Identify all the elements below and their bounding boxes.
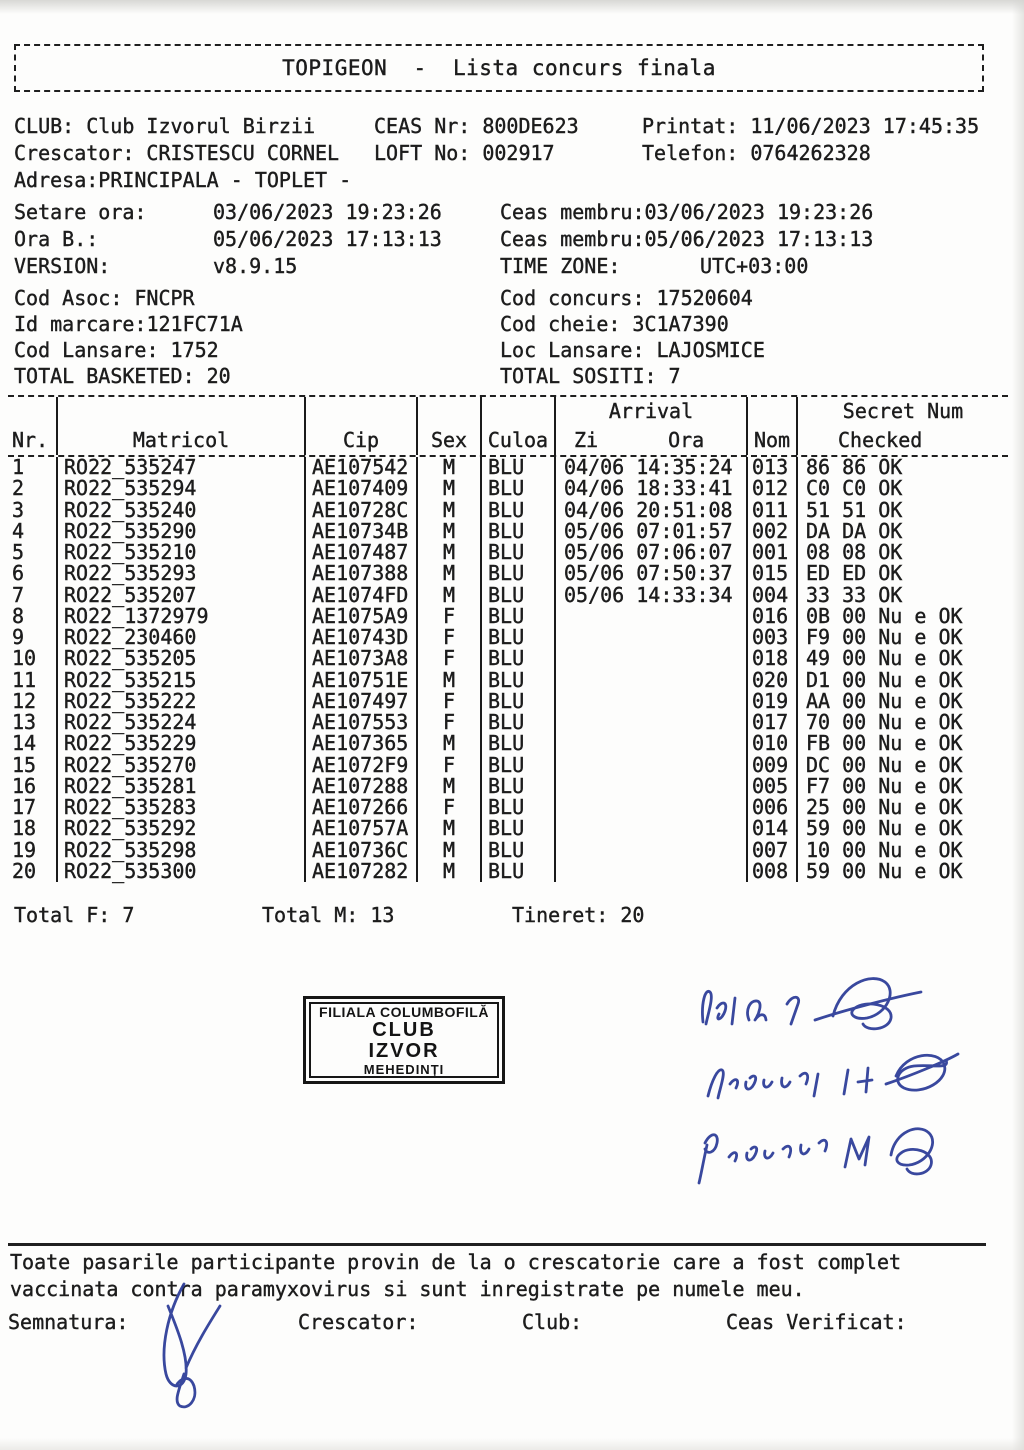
- cell-checked: 0B 00 Nu e OK: [796, 606, 1008, 627]
- setare-ora-value: 03/06/2023 19:23:26: [213, 200, 442, 224]
- cell-cip: AE1074FD: [304, 585, 416, 606]
- cell-checked: AA 00 Nu e OK: [796, 691, 1008, 712]
- cell-nom: 011: [746, 500, 796, 521]
- cell-matricol: RO22_535270: [56, 755, 304, 776]
- table-header-row-2: [8, 426, 1008, 455]
- table-row: [8, 773, 1008, 798]
- total-sositi-value: 7: [668, 364, 681, 388]
- title-box: [14, 44, 984, 92]
- club-value: Club Izvorul Birzii: [86, 114, 315, 138]
- cell-sex: F: [416, 755, 480, 776]
- cell-sex: F: [416, 627, 480, 648]
- table-row: [8, 797, 1008, 818]
- table-row: [8, 648, 1008, 669]
- cell-arrival-ora: 07:01:57: [636, 518, 733, 543]
- cell-nom: 019: [746, 691, 796, 712]
- cell-cip: AE10728C: [304, 500, 416, 521]
- table-row: [8, 542, 1008, 563]
- cell-sex: F: [416, 606, 480, 627]
- total-basketed-value: 20: [206, 364, 231, 388]
- cell-checked: FB 00 Nu e OK: [796, 733, 1008, 754]
- club-label: CLUB:: [14, 114, 75, 138]
- cell-nom: 005: [746, 776, 796, 797]
- total-sositi-label: TOTAL SOSITI:: [500, 364, 657, 388]
- setare-ora-label: Setare ora:: [14, 200, 147, 224]
- cell-checked: DA DA OK: [796, 521, 1008, 542]
- cell-sex: M: [416, 457, 480, 478]
- cell-arrival-zi: 05/06: [564, 518, 625, 543]
- cell-nom: 002: [746, 521, 796, 542]
- codes-line-2: [0, 312, 729, 338]
- cell-sex: M: [416, 670, 480, 691]
- cell-culoa: BLU: [480, 585, 554, 606]
- cell-matricol: RO22_535294: [56, 478, 304, 499]
- cell-nr: 18: [12, 816, 37, 841]
- cell-matricol: RO22_535224: [56, 712, 304, 733]
- printat-value: 11/06/2023 17:45:35: [750, 114, 980, 138]
- cell-checked: D1 00 Nu e OK: [796, 670, 1008, 691]
- totals-line: [0, 903, 645, 930]
- handwritten-signature-1: [695, 970, 945, 1048]
- cell-sex: F: [416, 691, 480, 712]
- cell-arrival-zi: 05/06: [564, 582, 625, 607]
- cell-checked: F9 00 Nu e OK: [796, 627, 1008, 648]
- cell-cip: AE10757A: [304, 818, 416, 839]
- cell-nr: 17: [12, 795, 37, 819]
- cell-sex: M: [416, 521, 480, 542]
- cod-asoc-label: Cod Asoc:: [14, 286, 123, 310]
- cell-sex: F: [416, 797, 480, 818]
- total-m-value: 13: [370, 903, 395, 927]
- ceas-verificat-label: Ceas Verificat:: [726, 1310, 907, 1334]
- table-row: [8, 733, 1008, 754]
- cell-cip: AE107266: [304, 797, 416, 818]
- cell-nr: 9: [12, 625, 25, 649]
- cell-checked: DC 00 Nu e OK: [796, 755, 1008, 776]
- cell-matricol: RO22_535247: [56, 457, 304, 478]
- cell-cip: AE10751E: [304, 670, 416, 691]
- header-culoa: Culoa: [480, 426, 554, 455]
- cell-cip: AE10743D: [304, 627, 416, 648]
- semnatura-label: Semnatura:: [8, 1310, 129, 1334]
- cell-culoa: BLU: [480, 818, 554, 839]
- id-marcare-value: 121FC71A: [146, 312, 243, 336]
- signature-labels-line: [0, 1310, 907, 1337]
- cell-arrival-ora: 18:33:41: [636, 476, 733, 501]
- crescator-signature-label: Crescator:: [298, 1310, 419, 1334]
- cell-sex: M: [416, 542, 480, 563]
- table-row: [8, 497, 1008, 522]
- page-title: TOPIGEON - Lista concurs finala: [282, 56, 716, 80]
- cell-arrival-zi: 04/06: [564, 476, 625, 501]
- header-sex: Sex: [416, 426, 480, 455]
- cell-checked: 25 00 Nu e OK: [796, 797, 1008, 818]
- cell-nom: 012: [746, 478, 796, 499]
- cell-sex: M: [416, 478, 480, 499]
- cell-nr: 5: [12, 540, 25, 564]
- id-marcare-label: Id marcare:: [14, 312, 147, 336]
- table-row: [8, 478, 1008, 499]
- cell-matricol: RO22_535281: [56, 776, 304, 797]
- telefon-value: 0764262328: [750, 141, 871, 165]
- crescator-value: CRISTESCU CORNEL: [146, 141, 340, 165]
- cell-checked: ED ED OK: [796, 563, 1008, 584]
- codes-line-1: [0, 286, 753, 312]
- cell-matricol: RO22_535300: [56, 861, 304, 882]
- cell-nom: 015: [746, 563, 796, 584]
- cell-matricol: RO22_535290: [56, 521, 304, 542]
- cell-sex: F: [416, 712, 480, 733]
- cell-nom: 001: [746, 542, 796, 563]
- cell-matricol: RO22_535222: [56, 691, 304, 712]
- scan-artifact-right: [1012, 0, 1024, 1450]
- cell-culoa: BLU: [480, 840, 554, 861]
- cell-sex: M: [416, 585, 480, 606]
- cell-matricol: RO22_535298: [56, 840, 304, 861]
- cell-nom: 018: [746, 648, 796, 669]
- header-nr: Nr.: [12, 428, 49, 452]
- table-row: [8, 837, 1008, 862]
- cell-nom: 003: [746, 627, 796, 648]
- stamp-line-3: IZVOR: [368, 1039, 440, 1062]
- cell-sex: F: [416, 648, 480, 669]
- table-row: [8, 858, 1008, 883]
- printat-label: Printat:: [642, 114, 739, 138]
- loc-lansare-value: LAJOSMICE: [656, 338, 765, 362]
- cell-arrival-zi: 05/06: [564, 540, 625, 564]
- header-cip: Cip: [304, 426, 416, 455]
- scan-artifact-top: [0, 0, 1024, 14]
- cell-culoa: BLU: [480, 563, 554, 584]
- cell-nom: 016: [746, 606, 796, 627]
- header-zi: Zi: [574, 428, 599, 452]
- settings-line-3: [0, 254, 809, 281]
- cell-nr: 4: [12, 518, 25, 543]
- cell-sex: M: [416, 840, 480, 861]
- cell-matricol: RO22_535207: [56, 585, 304, 606]
- cell-nr: 19: [12, 837, 37, 862]
- cell-culoa: BLU: [480, 457, 554, 478]
- cell-sex: M: [416, 861, 480, 882]
- cell-culoa: BLU: [480, 521, 554, 542]
- cell-cip: AE10734B: [304, 521, 416, 542]
- cell-checked: 08 08 OK: [796, 542, 1008, 563]
- cell-nom: 008: [746, 861, 796, 882]
- cell-sex: M: [416, 733, 480, 754]
- cell-nom: 007: [746, 840, 796, 861]
- telefon-label: Telefon:: [642, 141, 739, 165]
- cell-sex: M: [416, 776, 480, 797]
- table-row: [8, 457, 1008, 478]
- cell-cip: AE107409: [304, 478, 416, 499]
- cell-cip: AE1072F9: [304, 755, 416, 776]
- cell-arrival-ora: 20:51:08: [636, 497, 733, 522]
- cell-culoa: BLU: [480, 500, 554, 521]
- ceas-nr-value: 800DE623: [482, 114, 579, 138]
- club-stamp: [303, 996, 505, 1084]
- cell-nom: 009: [746, 755, 796, 776]
- cell-nom: 004: [746, 585, 796, 606]
- footer-divider: [8, 1243, 986, 1246]
- table-row: [8, 603, 1008, 628]
- cell-culoa: BLU: [480, 776, 554, 797]
- table-row: [8, 688, 1008, 713]
- ceas-membru2-label: Ceas membru:: [500, 227, 645, 251]
- table-row: [8, 582, 1008, 607]
- cell-nr: 16: [12, 773, 37, 798]
- club-signature-label: Club:: [522, 1310, 583, 1334]
- cell-nr: 13: [12, 710, 37, 734]
- club-line-3: [0, 168, 352, 195]
- timezone-label: TIME ZONE:: [500, 254, 621, 278]
- cell-culoa: BLU: [480, 670, 554, 691]
- cell-matricol: RO22_535215: [56, 670, 304, 691]
- ceas-membru2-value: 05/06/2023 17:13:13: [644, 227, 874, 251]
- cell-cip: AE107282: [304, 861, 416, 882]
- cell-nom: 010: [746, 733, 796, 754]
- cell-culoa: BLU: [480, 712, 554, 733]
- cell-culoa: BLU: [480, 797, 554, 818]
- header-checked: Checked: [796, 426, 1008, 455]
- version-value: v8.9.15: [213, 254, 298, 278]
- stamp-line-4: MEHEDINȚI: [363, 1061, 445, 1077]
- cell-matricol: RO22_1372979: [56, 606, 304, 627]
- table-row: [8, 518, 1008, 543]
- cell-matricol: RO22_535283: [56, 797, 304, 818]
- ceas-nr-label: CEAS Nr:: [374, 114, 471, 138]
- cell-arrival-ora: 14:33:34: [636, 582, 733, 607]
- cell-matricol: RO22_535293: [56, 563, 304, 584]
- cell-nr: 3: [12, 497, 25, 522]
- loft-label: LOFT No:: [374, 141, 471, 165]
- cell-cip: AE10736C: [304, 840, 416, 861]
- cell-nr: 7: [12, 582, 25, 607]
- cell-culoa: BLU: [480, 755, 554, 776]
- cod-concurs-label: Cod concurs:: [500, 286, 645, 310]
- cell-culoa: BLU: [480, 542, 554, 563]
- settings-line-2: [0, 227, 874, 254]
- tineret-label: Tineret:: [512, 903, 609, 927]
- cell-checked: C0 C0 OK: [796, 478, 1008, 499]
- handwritten-signature-bottom: [140, 1278, 250, 1410]
- cell-arrival-zi: 04/06: [564, 497, 625, 522]
- cell-culoa: BLU: [480, 627, 554, 648]
- cod-concurs-value: 17520604: [656, 286, 753, 310]
- cell-cip: AE1073A8: [304, 648, 416, 669]
- declaration-line-2: vaccinata contra paramyxovirus si sunt inregistrate pe numele meu.: [10, 1277, 805, 1301]
- cell-matricol: RO22_535210: [56, 542, 304, 563]
- cell-nom: 006: [746, 797, 796, 818]
- cod-cheie-value: 3C1A7390: [632, 312, 729, 336]
- scan-artifact-bottom: [0, 1438, 1024, 1450]
- ora-b-value: 05/06/2023 17:13:13: [213, 227, 442, 251]
- cell-cip: AE107553: [304, 712, 416, 733]
- cell-cip: AE107365: [304, 733, 416, 754]
- loc-lansare-label: Loc Lansare:: [500, 338, 645, 362]
- cod-asoc-value: FNCPR: [134, 286, 195, 310]
- cod-lansare-value: 1752: [170, 338, 219, 362]
- crescator-label: Crescator:: [14, 141, 135, 165]
- cell-sex: M: [416, 818, 480, 839]
- cell-culoa: BLU: [480, 733, 554, 754]
- cell-cip: AE107497: [304, 691, 416, 712]
- cell-checked: 10 00 Nu e OK: [796, 840, 1008, 861]
- cell-arrival-ora: 14:35:24: [636, 455, 733, 479]
- cell-nr: 2: [12, 476, 25, 501]
- cell-arrival-ora: 07:50:37: [636, 561, 733, 586]
- table-header: [8, 395, 1008, 457]
- cell-nom: 013: [746, 457, 796, 478]
- cod-lansare-label: Cod Lansare:: [14, 338, 159, 362]
- table-body: [8, 457, 1008, 882]
- stamp-line-2: CLUB: [372, 1018, 436, 1041]
- adresa-value: PRINCIPALA - TOPLET -: [98, 168, 352, 192]
- cell-culoa: BLU: [480, 606, 554, 627]
- cell-nom: 020: [746, 670, 796, 691]
- tineret-value: 20: [620, 903, 645, 927]
- ceas-membru1-value: 03/06/2023 19:23:26: [644, 200, 874, 224]
- total-basketed-label: TOTAL BASKETED:: [14, 364, 195, 388]
- codes-line-3: [0, 338, 765, 364]
- cell-cip: AE107388: [304, 563, 416, 584]
- cell-checked: 86 86 OK: [796, 457, 1008, 478]
- total-f-label: Total F:: [14, 903, 111, 927]
- header-arrival: Arrival: [554, 397, 746, 426]
- settings-line-1: [0, 200, 874, 227]
- cell-nr: 6: [12, 561, 25, 586]
- cell-nr: 11: [12, 667, 37, 692]
- cell-nr: 10: [12, 646, 37, 671]
- table-row: [8, 712, 1008, 733]
- cell-sex: M: [416, 500, 480, 521]
- cell-arrival-zi: 05/06: [564, 561, 625, 586]
- table-row: [8, 752, 1008, 777]
- stamp-line-1: FILIALA COLUMBOFILĂ: [319, 1003, 489, 1020]
- header-nom: Nom: [746, 426, 796, 455]
- total-m-label: Total M:: [262, 903, 359, 927]
- cell-cip: AE107288: [304, 776, 416, 797]
- version-label: VERSION:: [14, 254, 111, 278]
- club-line-1: [0, 114, 980, 141]
- cell-matricol: RO22_535292: [56, 818, 304, 839]
- cell-nr: 15: [12, 752, 37, 777]
- total-f-value: 7: [122, 903, 135, 927]
- header-ora: Ora: [668, 428, 705, 452]
- cell-checked: 51 51 OK: [796, 500, 1008, 521]
- cell-culoa: BLU: [480, 648, 554, 669]
- cell-nom: 017: [746, 712, 796, 733]
- cell-matricol: RO22_535229: [56, 733, 304, 754]
- cell-culoa: BLU: [480, 861, 554, 882]
- header-matricol: Matricol: [56, 426, 304, 455]
- cell-checked: F7 00 Nu e OK: [796, 776, 1008, 797]
- results-table: [8, 395, 1008, 882]
- cell-culoa: BLU: [480, 478, 554, 499]
- cell-nr: 1: [12, 455, 25, 479]
- timezone-value: UTC+03:00: [700, 254, 809, 278]
- codes-line-4: [0, 364, 681, 390]
- cell-nr: 14: [12, 731, 37, 756]
- cell-matricol: RO22_535205: [56, 648, 304, 669]
- cell-matricol: RO22_230460: [56, 627, 304, 648]
- cell-nr: 8: [12, 603, 25, 628]
- club-line-2: [0, 141, 871, 168]
- cell-cip: AE1075A9: [304, 606, 416, 627]
- cell-checked: 33 33 OK: [796, 585, 1008, 606]
- cell-cip: AE107542: [304, 457, 416, 478]
- cell-arrival-zi: 04/06: [564, 455, 625, 479]
- cell-arrival-ora: 07:06:07: [636, 540, 733, 564]
- loft-value: 002917: [482, 141, 555, 165]
- cell-matricol: RO22_535240: [56, 500, 304, 521]
- cell-nr: 12: [12, 688, 37, 713]
- handwritten-signature-2: [700, 1040, 970, 1120]
- cell-checked: 70 00 Nu e OK: [796, 712, 1008, 733]
- table-row: [8, 563, 1008, 584]
- cell-checked: 59 00 Nu e OK: [796, 818, 1008, 839]
- table-row: [8, 667, 1008, 692]
- cell-checked: 49 00 Nu e OK: [796, 648, 1008, 669]
- handwritten-signature-3: [695, 1115, 945, 1193]
- table-row: [8, 627, 1008, 648]
- header-secret-num: Secret Num: [796, 397, 1008, 426]
- ceas-membru1-label: Ceas membru:: [500, 200, 645, 224]
- cell-nom: 014: [746, 818, 796, 839]
- cell-culoa: BLU: [480, 691, 554, 712]
- cell-checked: 59 00 Nu e OK: [796, 861, 1008, 882]
- declaration-line-1: Toate pasarile participante provin de la o crescatorie care a fost complet: [10, 1250, 902, 1274]
- adresa-label: Adresa:: [14, 168, 99, 192]
- table-header-row-1: [8, 397, 1008, 426]
- ora-b-label: Ora B.:: [14, 227, 99, 251]
- cell-nr: 20: [12, 858, 37, 883]
- cell-sex: M: [416, 563, 480, 584]
- cod-cheie-label: Cod cheie:: [500, 312, 621, 336]
- cell-cip: AE107487: [304, 542, 416, 563]
- table-row: [8, 818, 1008, 839]
